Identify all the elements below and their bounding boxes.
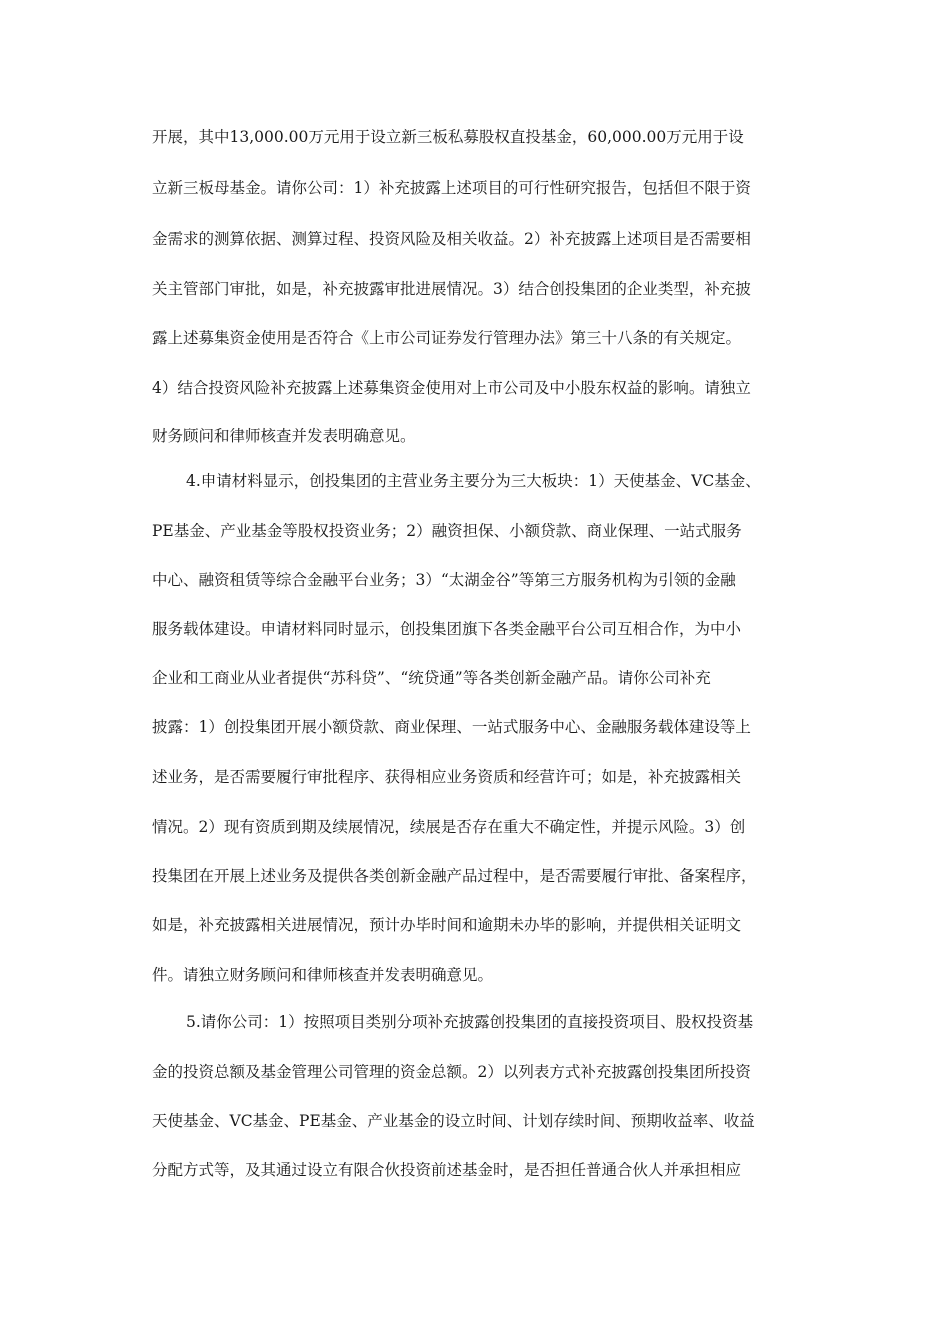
text-line: 分配方式等，及其通过设立有限合伙投资前述基金时，是否担任普通合伙人并承担相应 — [152, 1161, 742, 1179]
text-line: 关主管部门审批，如是，补充披露审批进展情况。3）结合创投集团的企业类型，补充披 — [152, 280, 751, 298]
text-line: 述业务，是否需要履行审批程序、获得相应业务资质和经营许可；如是，补充披露相关 — [152, 768, 742, 786]
text-line: 披露：1）创投集团开展小额贷款、商业保理、一站式服务中心、金融服务载体建设等上 — [152, 718, 751, 736]
text-line: 开展，其中13,000.00万元用于设立新三板私募股权直投基金，60,000.00万元用于设 — [152, 128, 744, 146]
text-line: 天使基金、VC基金、PE基金、产业基金的设立时间、计划存续时间、预期收益率、收益 — [152, 1112, 755, 1130]
text-line: 金的投资总额及基金管理公司管理的资金总额。2）以列表方式补充披露创投集团所投资 — [152, 1063, 751, 1081]
text-line: PE基金、产业基金等股权投资业务；2）融资担保、小额贷款、商业保理、一站式服务 — [152, 522, 742, 540]
paragraph-4-start: 4.申请材料显示，创投集团的主营业务主要分为三大板块：1）天使基金、VC基金、 — [186, 472, 761, 490]
paragraph-5-start: 5.请你公司：1）按照项目类别分项补充披露创投集团的直接投资项目、股权投资基 — [186, 1013, 754, 1031]
text-line: 中心、融资租赁等综合金融平台业务；3）“太湖金谷”等第三方服务机构为引领的金融 — [152, 571, 736, 589]
text-line: 投集团在开展上述业务及提供各类创新金融产品过程中，是否需要履行审批、备案程序， — [152, 867, 757, 885]
text-line: 如是，补充披露相关进展情况，预计办毕时间和逾期未办毕的影响，并提供相关证明文 — [152, 916, 742, 934]
text-line: 情况。2）现有资质到期及续展情况，续展是否存在重大不确定性，并提示风险。3）创 — [152, 818, 746, 836]
text-line: 立新三板母基金。请你公司：1）补充披露上述项目的可行性研究报告，包括但不限于资 — [152, 179, 751, 197]
text-line: 企业和工商业从业者提供“苏科贷”、“统贷通”等各类创新金融产品。请你公司补充 — [152, 669, 711, 687]
text-line: 露上述募集资金使用是否符合《上市公司证券发行管理办法》第三十八条的有关规定。 — [152, 329, 742, 347]
text-line: 财务顾问和律师核查并发表明确意见。 — [152, 427, 416, 445]
text-line: 服务载体建设。申请材料同时显示，创投集团旗下各类金融平台公司互相合作，为中小 — [152, 620, 742, 638]
text-line: 件。请独立财务顾问和律师核查并发表明确意见。 — [152, 966, 494, 984]
text-line: 4）结合投资风险补充披露上述募集资金使用对上市公司及中小股东权益的影响。请独立 — [152, 379, 751, 397]
text-line: 金需求的测算依据、测算过程、投资风险及相关收益。2）补充披露上述项目是否需要相 — [152, 230, 751, 248]
